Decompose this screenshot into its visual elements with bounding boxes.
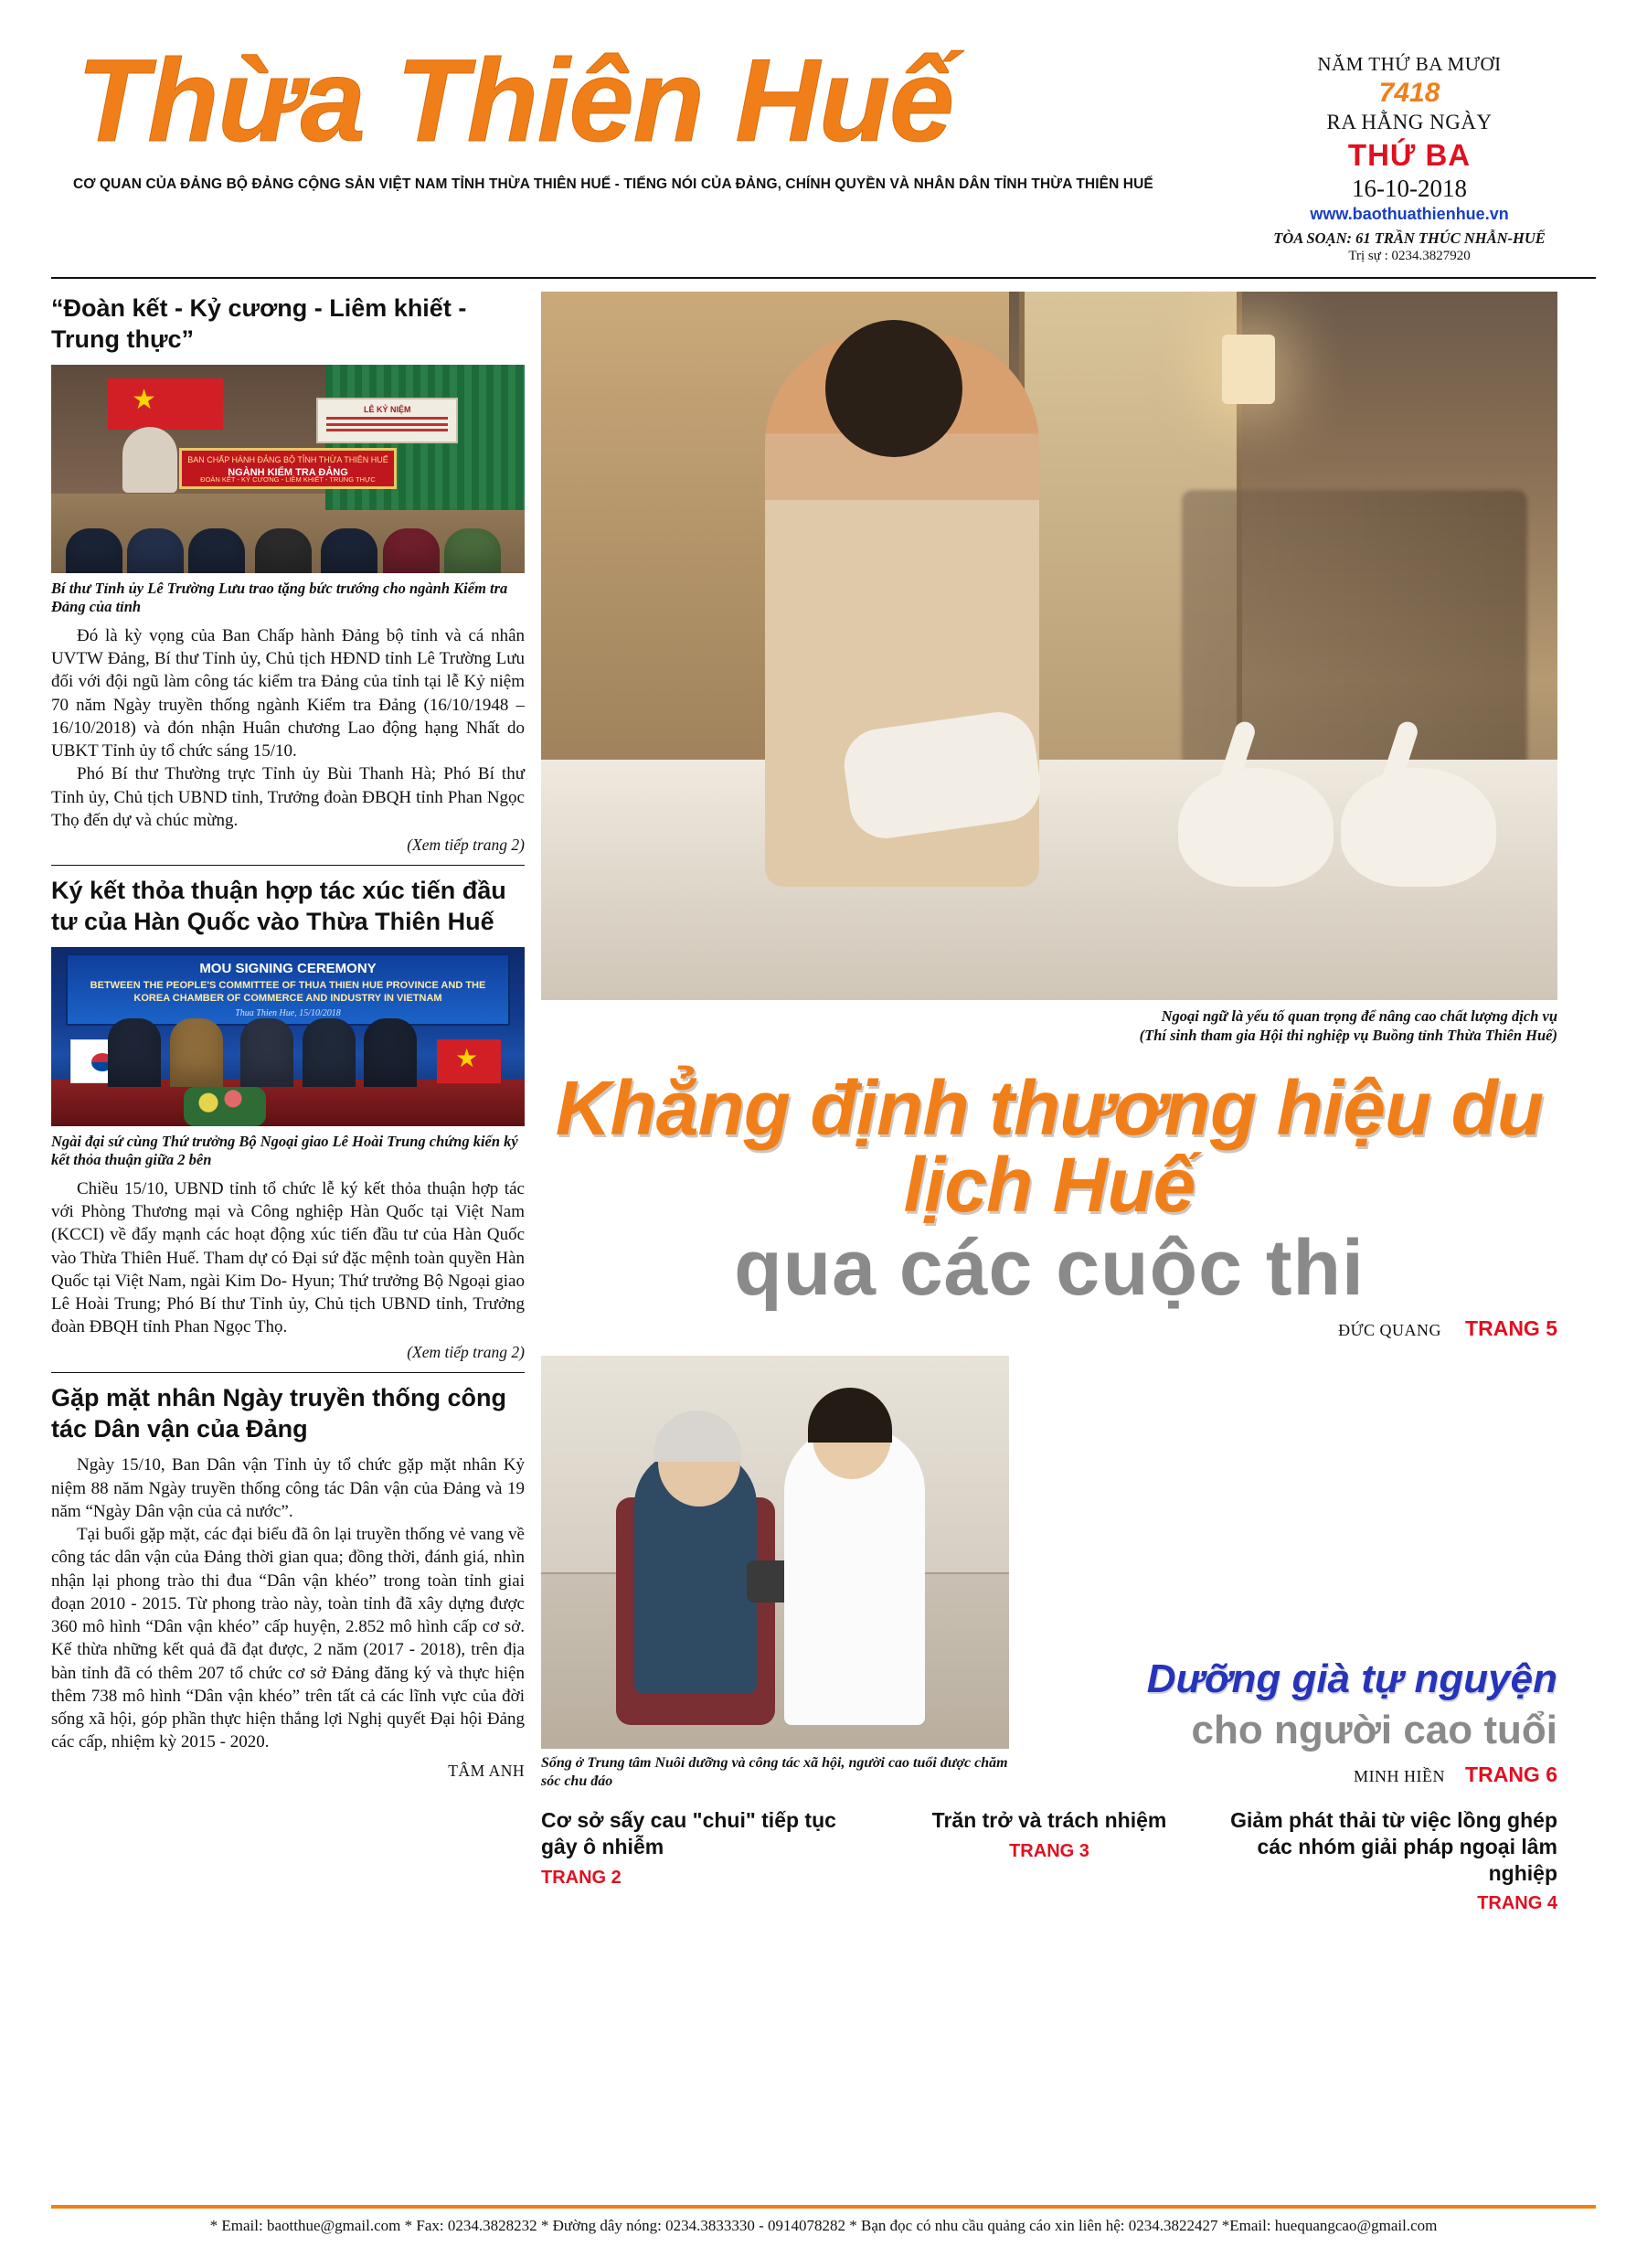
teaser-page-link[interactable]: TRANG 4 (1477, 1893, 1557, 1914)
photo-caption: Ngài đại sứ cùng Thứ trưởng Bộ Ngoại giao Lê Hoài Trung chứng kiến ký kết thỏa thuận giữa 2 bên (51, 1132, 518, 1169)
lead-caption-line2: (Thí sinh tham gia Hội thi nghiệp vụ Buồng tỉnh Thừa Thiên Huế) (1139, 1027, 1557, 1045)
weekday-label: THỨ BA (1347, 138, 1472, 172)
section-divider (51, 865, 525, 866)
paragraph: Tại buổi gặp mặt, các đại biểu đã ôn lại truyền thống vẻ vang về công tác dân vận của Đảng thời gian qua; đồng thời, đánh giá, nhìn nhận lại phong trào thi đua “Dân vận khéo” trong toàn tỉnh giai đoạn 2010 - 2015. Từ phong trào này, toàn tỉnh đã xây dựng được 360 mô hình “Dân vận khéo” cấp huyện, 2.852 mô hình cấp cơ sở. Kế thừa những kết quả đã đạt được, 2 năm (2017 - 2018), trên địa bàn tỉnh đã có thêm 207 tổ chức cơ sở Đảng đăng ký và thực hiện thêm 738 mô hình “Dân vận khéo” trên tất cả các lĩnh vực của đời sống xã hội, góp phần thực hiện thắng lợi Nghị quyết Đại hội Đảng các cấp, nhiệm kỳ 2015 - 2020. (51, 1525, 525, 1752)
paragraph: Chiều 15/10, UBND tỉnh tổ chức lễ ký kết thỏa thuận hợp tác với Phòng Thương mại và Công nghiệp Hàn Quốc tại Việt Nam (KCCI) về đẩy mạnh các hoạt động xúc tiến đầu tư của Hàn Quốc vào Thừa Thiên Huế. Tham dự có Đại sứ đặc mệnh toàn quyền Hàn Quốc tại Việt Nam, ngài Kim Do- Hyun; Thứ trưởng Bộ Ngoại giao Lê Hoài Trung; Phó Bí thư Tỉnh ủy, Chủ tịch UBND tỉnh, Trưởng đoàn ĐBQH tỉnh Phan Ngọc Thọ. (51, 1178, 525, 1337)
photo-board-title: LỄ KỶ NIỆM (364, 405, 411, 415)
secondary-byline: MINH HIỀN (1354, 1767, 1446, 1786)
article-headline[interactable]: “Đoàn kết - Kỷ cương - Liêm khiết - Trung thực” (51, 294, 467, 353)
left-column (51, 292, 525, 1914)
lead-caption-line1: Ngoại ngữ là yếu tố quan trọng để nâng cao chất lượng dịch vụ (1161, 1007, 1557, 1025)
teaser-item[interactable] (1225, 1807, 1557, 1914)
article-body (51, 624, 525, 832)
secondary-feature-text (1024, 1356, 1557, 1791)
photo-screen-line2: BETWEEN THE PEOPLE'S COMMITTEE OF THUA THIEN HUE PROVINCE AND THE KOREA CHAMBER OF COMMERCE AND INDUSTRY IN VIETNAM (90, 979, 486, 1005)
secondary-headline-line2[interactable]: cho người cao tuổi (1191, 1707, 1557, 1752)
elderly-care-caption: Sống ở Trung tâm Nuôi dưỡng và công tác xã hội, người cao tuổi được chăm sóc chu đáo (541, 1755, 1008, 1790)
photo-screen-line3: Thua Thien Hue, 15/10/2018 (235, 1007, 341, 1018)
section-divider (51, 1372, 525, 1373)
photo-caption: Bí thư Tỉnh ủy Lê Trường Lưu trao tặng bức trướng cho ngành Kiểm tra Đảng của tỉnh (51, 579, 508, 616)
feature-byline: ĐỨC QUANG (1338, 1321, 1442, 1340)
teaser-item[interactable] (541, 1807, 874, 1914)
year-line: NĂM THỨ BA MƯƠI (1317, 53, 1502, 75)
article-dan-van (51, 1383, 525, 1781)
secondary-byline-row (1024, 1762, 1557, 1787)
lead-photo-caption (541, 1006, 1557, 1046)
teaser-page-link[interactable]: TRANG 2 (541, 1867, 622, 1888)
teaser-page-link[interactable]: TRANG 3 (1009, 1840, 1089, 1861)
article-doan-ket (51, 293, 525, 855)
photo-banner-line3: ĐOÀN KẾT - KỶ CƯƠNG - LIÊM KHIẾT - TRUNG THỰC (200, 475, 376, 484)
feature-byline-row (541, 1316, 1557, 1341)
article-ky-ket (51, 876, 525, 1362)
newspaper-title: Thừa Thiên Huế (77, 36, 954, 166)
secondary-headline-line1[interactable]: Dưỡng già tự nguyện (1146, 1656, 1557, 1702)
mou-signing-photo (51, 947, 525, 1126)
photo-banner-line1: BAN CHẤP HÀNH ĐẢNG BỘ TỈNH THỪA THIÊN HUẾ (187, 455, 388, 465)
right-column (541, 292, 1557, 1914)
footer-area (51, 2205, 1596, 2235)
office-phone: Trị sự : 0234.3827920 (1348, 249, 1471, 263)
newspaper-subtitle: CƠ QUAN CỦA ĐẢNG BỘ ĐẢNG CỘNG SẢN VIỆT NAM TỈNH THỪA THIÊN HUẾ - TIẾNG NÓI CỦA ĐẢNG, CHÍNH QUYỀN VÀ NHÂN DÂN TỈNH THỪA THIÊN HUẾ (73, 176, 1153, 192)
secondary-page-link[interactable]: TRANG 6 (1465, 1762, 1557, 1787)
masthead (51, 37, 1596, 264)
paragraph: Phó Bí thư Thường trực Tỉnh ủy Bùi Thanh Hà; Phó Bí thư Tỉnh ủy, Chủ tịch UBND tỉnh, Trưởng đoàn ĐBQH tỉnh Phan Ngọc Thọ đến dự và chúc mừng. (51, 764, 525, 830)
masthead-left (51, 37, 1223, 193)
teaser-item[interactable] (883, 1807, 1216, 1914)
photo-screen-line1: MOU SIGNING CEREMONY (199, 961, 377, 977)
website-link[interactable]: www.baothuathienhue.vn (1310, 205, 1509, 223)
teaser-title[interactable]: Giảm phát thải từ việc lồng ghép các nhóm giải pháp ngoại lâm nghiệp (1230, 1808, 1557, 1885)
teaser-title[interactable]: Cơ sở sấy cau "chui" tiếp tục gây ô nhiễm (541, 1808, 836, 1858)
article-body (51, 1453, 525, 1753)
issue-date: 16-10-2018 (1352, 175, 1468, 202)
elderly-care-photo (541, 1356, 1009, 1749)
paragraph: Ngày 15/10, Ban Dân vận Tỉnh ủy tổ chức gặp mặt nhân Kỷ niệm 88 năm Ngày truyền thống công tác Dân vận của Đảng và 19 năm “Ngày Dân vận của cả nước”. (51, 1455, 525, 1521)
article-headline[interactable]: Ký kết thỏa thuận hợp tác xúc tiến đầu tư của Hàn Quốc vào Thừa Thiên Huế (51, 877, 506, 935)
paragraph: Đó là kỳ vọng của Ban Chấp hành Đảng bộ tỉnh và cá nhân UVTW Đảng, Bí thư Tỉnh ủy, Chủ tịch HĐND tỉnh Lê Trường Lưu đối với đội ngũ làm công tác kiểm tra Đảng của tỉnh tại lễ Kỷ niệm 70 năm Ngày truyền thống ngành Kiểm tra Đảng (16/10/1948 – 16/10/2018) và đón nhận Huân chương Lao động hạng Nhất do UBKT Tỉnh ủy tổ chức sáng 15/10. (51, 625, 525, 761)
ceremony-photo (51, 365, 525, 573)
office-address: TÒA SOẠN: 61 TRẦN THÚC NHẪN-HUẾ (1273, 229, 1546, 247)
feature-headline-line1[interactable]: Khẳng định thương hiệu du lịch Huế (555, 1064, 1544, 1228)
masthead-right (1223, 37, 1596, 264)
continued-link[interactable]: (Xem tiếp trang 2) (407, 1342, 525, 1361)
page-content (51, 279, 1596, 1914)
continued-link[interactable]: (Xem tiếp trang 2) (407, 836, 525, 855)
article-headline[interactable]: Gặp mặt nhân Ngày truyền thống công tác Dân vận của Đảng (51, 1383, 507, 1443)
secondary-feature (541, 1356, 1557, 1791)
elderly-care-photo-wrap (541, 1356, 1009, 1791)
feature-page-link[interactable]: TRANG 5 (1465, 1316, 1557, 1341)
article-byline: TÂM ANH (448, 1761, 525, 1780)
issue-number: 7418 (1378, 78, 1440, 108)
feature-headline-line2[interactable]: qua các cuộc thi (734, 1223, 1365, 1312)
article-body (51, 1177, 525, 1339)
footer-contact-line: * Email: baotthue@gmail.com * Fax: 0234.3828232 * Đường dây nóng: 0234.3833330 - 0914078282 * Bạn đọc có nhu cầu quảng cáo xin liên hệ: 0234.3822427 *Email: huequangcao@gmail.com (209, 2217, 1438, 2234)
teaser-title[interactable]: Trăn trở và trách nhiệm (931, 1808, 1167, 1833)
hotel-towel-swan-photo (541, 292, 1557, 1000)
photo-banner-line2: NGÀNH KIỂM TRA ĐẢNG (228, 466, 348, 478)
frequency-line: RA HẰNG NGÀY (1326, 111, 1493, 133)
teaser-row (541, 1807, 1557, 1914)
